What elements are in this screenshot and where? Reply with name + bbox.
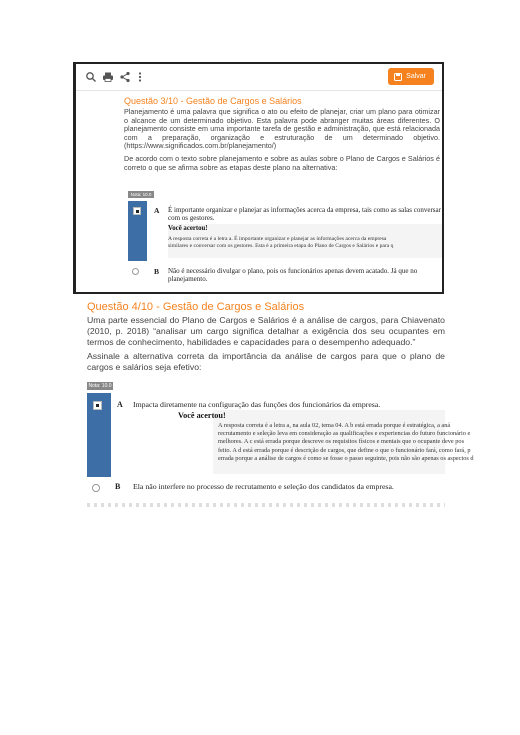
question-text xyxy=(124,108,440,172)
option-b[interactable] xyxy=(128,264,444,294)
option-a-checkbox[interactable] xyxy=(93,401,102,410)
option-text: Ela não interfere no processo de recrutamento e seleção dos candidatos da empresa. xyxy=(133,482,394,491)
feedback-title: Você acertou! xyxy=(168,225,208,232)
question-paragraph: De acordo com o texto sobre planejamento e sobre as aulas sobre o Plano de Cargos e Salários é correto o que se afirma sobre as etapas deste plano na alternativa: xyxy=(124,153,440,172)
option-a[interactable] xyxy=(128,201,444,261)
save-button[interactable] xyxy=(388,68,434,85)
save-icon xyxy=(394,73,402,81)
question-3 xyxy=(124,96,440,176)
viewer-toolbar xyxy=(76,64,442,91)
feedback-text xyxy=(218,422,486,463)
share-icon[interactable] xyxy=(119,70,131,82)
feedback-line: A resposta correta é a letra a, na aula 02, tema 04. A b está errada porque é estratégica, a aná xyxy=(218,422,451,429)
feedback-line: A resposta correta é a letra a. É importante organizar e planejar as informações acerca da empresa xyxy=(168,236,387,242)
feedback-line: similares e conversar com os gestores. Esta é a primeira etapa do Plano de Cargos e Salários e para q xyxy=(168,243,394,249)
feedback-line: errada porque a análise de cargos é como se fosse o passo seguinte, pois não são apenas os aspectos d xyxy=(218,454,474,462)
option-letter: A xyxy=(117,400,123,409)
question-paragraph: Uma parte essencial do Plano de Cargos e Salários é a análise de cargos, para Chiavenato (2010, p. 2018) “analisar um cargo significa detalhar a exigência dos seu ocupantes em termos de conhecimento, habilidades e capacidades para o desempenho adequado.” xyxy=(87,315,445,347)
question-text xyxy=(87,315,445,373)
option-text: É importante organizar e planejar as informações acerca da empresa, tais como as salas conversar com os gestores. xyxy=(168,206,441,223)
feedback-title: Você acertou! xyxy=(178,411,226,420)
option-b[interactable] xyxy=(87,479,445,499)
option-letter: B xyxy=(154,267,160,276)
option-text: Não é necessário divulgar o plano, pois os funcionários apenas devem acatado. Já que no planejamento. xyxy=(168,267,418,284)
question-title: Questão 3/10 - Gestão de Cargos e Salários xyxy=(124,96,302,106)
option-letter: B xyxy=(115,482,121,491)
option-b-radio[interactable] xyxy=(92,484,100,492)
print-icon[interactable] xyxy=(102,70,114,82)
feedback-line: feito. A d está errada porque é descrição de cargos, que define o que o funcionário fará, como fará, p xyxy=(218,446,471,454)
question-paragraph: Planejamento é uma palavra que significa o ato ou efeito de planejar, criar um plano para otimizar o alcance de um determinado objetivo. Esta palavra pode abranger muitas áreas diferentes. O planejamento consiste em uma importante tarefa de gestão e administração, que está relacionada com a preparação, organização e estruturação de um determinado objetivo. (https://www.significados.com.br/planejamento/) xyxy=(124,107,440,151)
save-label: Salvar xyxy=(406,73,426,80)
option-b-radio[interactable] xyxy=(132,268,139,275)
search-icon[interactable] xyxy=(85,70,97,82)
cropped-content-edge xyxy=(87,503,445,507)
feedback-box xyxy=(168,224,444,258)
screenshot-question-3 xyxy=(73,62,444,294)
option-a[interactable] xyxy=(87,393,474,477)
score-badge: Nota: 10.0 xyxy=(128,191,154,198)
question-paragraph: Assinale a alternativa correta da importância da análise de cargos para que o plano de cargos e salários seja efetivo: xyxy=(87,351,445,373)
question-title: Questão 4/10 - Gestão de Cargos e Salários xyxy=(87,301,305,313)
option-text: Impacta diretamente na configuração das funções dos funcionários da empresa. xyxy=(133,400,381,409)
question-4 xyxy=(87,301,445,377)
feedback-line: recrutamento e seleção leva em consideração as qualificações e experiencias do futuro funcionário e xyxy=(218,430,471,438)
more-icon[interactable] xyxy=(134,70,146,82)
score-badge: Nota: 10.0 xyxy=(88,383,112,389)
option-letter: A xyxy=(154,206,160,215)
feedback-line: melhores. A c está errada porque descreve os requisitos físicos e mentais que o ocupante deve pos xyxy=(218,438,465,446)
option-a-checkbox[interactable] xyxy=(133,207,141,215)
